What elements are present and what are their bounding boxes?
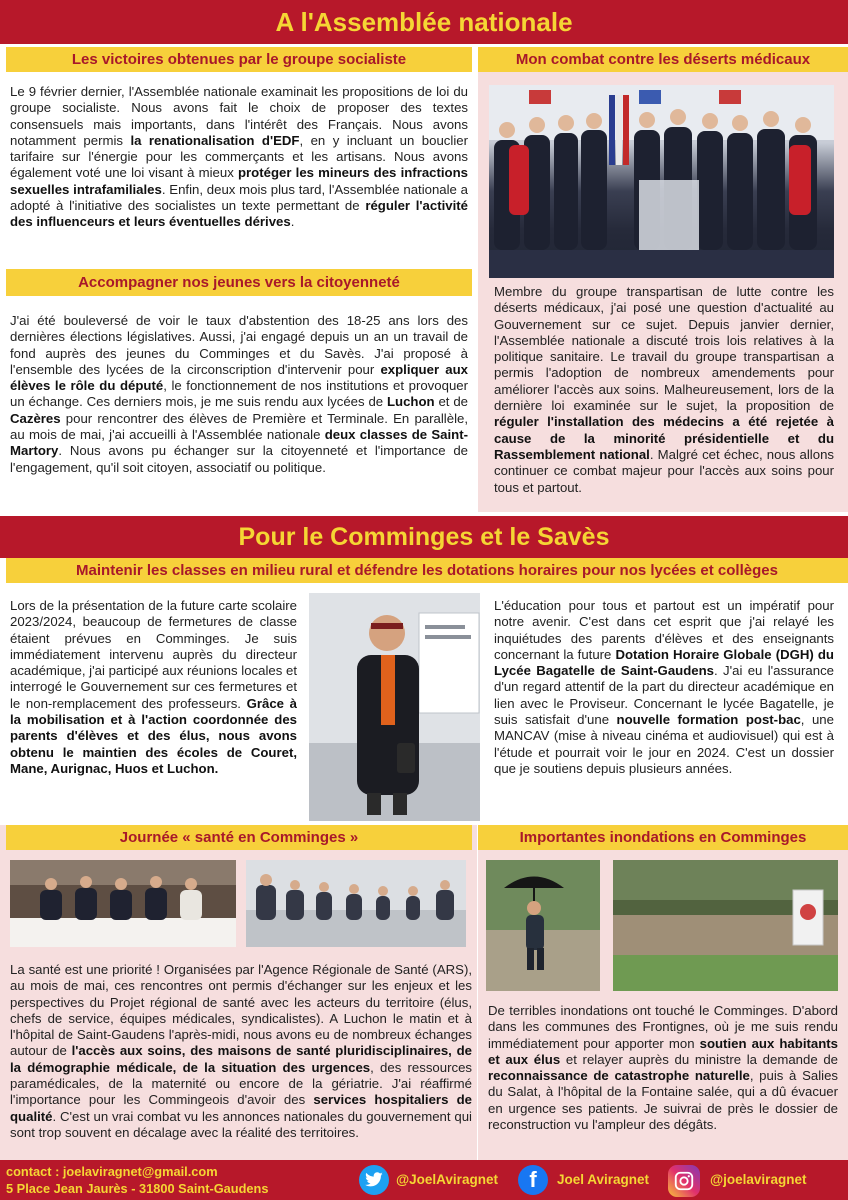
- instagram-icon[interactable]: [668, 1165, 700, 1197]
- sante-text: La santé est une priorité ! Organisées par l'Agence Régionale de Santé (ARS), au mois de mai, ces rencontres ont permis d'échanger sur les enjeux et les perspectives du Projet régional de santé avec les acteurs du territoire (élus, chefs de service, équipes médicales, syndicalistes). A Luchon le matin et à l'hôpital de Saint-Gaudens l'après-midi, nous avons eu de nombreux échanges autour de l'accès aux soins, des maisons de santé pluridisciplinaires, de la démographie médicale, de la situation des urgences, des ressources paramédicales, de la maternité ou encore de la gériatrie. J'ai réaffirmé l'importance pour les Commingeois d'avoir des services hospitaliers de qualité. C'est un vrai combat vu les annonces nationales du gouvernement qui sont trop souvent en décalage avec la réalité des territoires.: [10, 962, 472, 1140]
- inondations-title: Importantes inondations en Comminges: [519, 829, 807, 846]
- sante-meeting-illustration-1: [10, 860, 236, 947]
- classes-left-text: Lors de la présentation de la future carte scolaire 2023/2024, beaucoup de fermetures de classe étaient prévues en Comminges. Je suis immédiatement intervenu auprès du directeur académique, j'ai participé aux réunions locales et interrogé le Gouvernement sur ces fermetures et le non-remplacement des professeurs. Grâce à la mobilisation et à l'action coordonnée des parents d'élèves et des élus, nous avons obtenu le maintien des écoles de Couret, Mane, Aurignac, Huos et Luchon.: [10, 598, 297, 776]
- contact-address: 5 Place Jean Jaurès - 31800 Saint-Gaudens: [6, 1181, 269, 1196]
- deserts-text: Membre du groupe transpartisan de lutte contre les déserts médicaux, j'ai posé une question d'actualité au Gouvernement sur ce sujet. Depuis janvier dernier, l'Assemblée nationale a discuté trois lois relatives à la politique sanitaire. Le travail du groupe transpartisan a permis l'adoption de nombreux amendements pour améliorer l'accès aux soins. Malheureusement, lors de la dernière loi examinée sur le sujet, la proposition de réguler l'installation des médecins a été rejetée à cause de la minorité présidentielle et du Rassemblement national. Malgré cet échec, nous allons continuer ce combat majeur pour l'accès aux soins pour tous et partout.: [494, 284, 834, 495]
- victoires-title: Les victoires obtenues par le groupe socialiste: [71, 51, 407, 68]
- twitter-icon[interactable]: [359, 1165, 389, 1195]
- portrait-illustration: [309, 593, 480, 821]
- footer-contact: [6, 1163, 326, 1197]
- contact-email[interactable]: contact : joelaviragnet@gmail.com: [6, 1164, 218, 1179]
- section2-title: Pour le Comminges et le Savès: [238, 523, 610, 551]
- sante-title: Journée « santé en Comminges »: [119, 829, 359, 846]
- facebook-icon[interactable]: f: [518, 1165, 548, 1195]
- sante-meeting-illustration-2: [246, 860, 466, 947]
- inondations-title-bar: [478, 825, 848, 850]
- classes-title-bar: [6, 558, 848, 583]
- inondations-photo-flood: [613, 860, 838, 991]
- instagram-handle[interactable]: @joelaviragnet: [710, 1172, 807, 1187]
- inondations-photo-umbrella: [486, 860, 600, 991]
- flood-illustration-1: [486, 860, 600, 991]
- twitter-handle[interactable]: @JoelAviragnet: [396, 1172, 498, 1187]
- victoires-text: Le 9 février dernier, l'Assemblée nationale examinait les propositions de loi du groupe socialiste. Nous avons fait le choix de proposer des textes consensuels mais importants, dans l'intérêt des Français. Nous avons notamment permis la renationalisation d'EDF, en y incluant un bouclier tarifaire sur l'énergie pour les commerçants et les artisans. Nous avons également voté une loi visant à mieux protéger les mineurs des infractions sexuelles intrafamiliales. Enfin, deux mois plus tard, l'Assemblée nationale a adopté à l'initiative des socialistes un texte permettant de réguler l'activité des influenceurs et leurs éventuelles dérives.: [10, 84, 469, 230]
- sante-photo-luchon: [10, 860, 236, 947]
- group-photo-illustration: [489, 85, 834, 278]
- page-title: A l'Assemblée nationale: [275, 7, 573, 37]
- facebook-name[interactable]: Joel Aviragnet: [557, 1172, 650, 1187]
- sante-title-bar: [6, 825, 472, 850]
- jeunes-text: J'ai été bouleversé de voir le taux d'abstention des 18-25 ans lors des dernières élections législatives. Aussi, j'ai engagé depuis un an un travail de fond auprès des jeunes du Comminges et du Savès. J'ai proposé à l'ensemble des lycées de la circonscription d'intervenir pour expliquer aux élèves le rôle du député, le fonctionnement de nos institutions et provoquer un échange. Ces derniers mois, je me suis rendu aux lycées de Luchon et de Cazères pour rencontrer des élèves de Première et Terminale. En parallèle, au mois de mai, j'ai accueilli à l'Assemblée nationale deux classes de Saint-Martory. Nous avons pu échanger sur la citoyenneté et l'importance de l'engagement, qu'il soit citoyen, associatif ou politique.: [10, 313, 469, 475]
- classes-title: Maintenir les classes en milieu rural et défendre les dotations horaires pour nos lycées et collèges: [76, 562, 778, 579]
- deserts-group-photo: [489, 85, 834, 278]
- deserts-title: Mon combat contre les déserts médicaux: [515, 51, 811, 68]
- classes-right-text: L'éducation pour tous et partout est un impératif pour notre avenir. C'est dans cet esprit que j'ai relayé les inquiétudes des parents d'élèves et des enseignants concernant la future Dotation Horaire Globale (DGH) du Lycée Bagatelle de Saint-Gaudens. J'ai eu l'assurance d'un regard attentif de la part du directeur académique en lien avec le Proviseur. Concernant le lycée Bagatelle, je suis satisfait d'une nouvelle formation post-bac, une MANCAV (mise à niveau cinéma et audiovisuel) qui est à l'étude et pourrait voir le jour en 2024. C'est un dossier que je soutiens depuis plusieurs années.: [494, 598, 834, 776]
- classes-portrait-photo: [309, 593, 480, 821]
- jeunes-title-bar: [6, 269, 472, 296]
- deserts-title-bar: [478, 47, 848, 72]
- flood-illustration-2: [613, 860, 838, 991]
- page-title-banner: [0, 0, 848, 44]
- inondations-text: De terribles inondations ont touché le Comminges. D'abord dans les communes des Frontignes, où je me suis rendu immédiatement pour apporter mon soutien aux habitants et aux élus et relayer auprès du ministre la demande de reconnaissance de catastrophe naturelle, puis à Salies du Salat, à l'hôpital de la Fontaine salée, qui a dû évacuer en urgence ses patients. Je suivrai de près le dossier de reconstruction vu l'ampleur des dégâts.: [488, 1003, 838, 1133]
- section2-banner: [0, 516, 848, 558]
- sante-photo-hopital: [246, 860, 466, 947]
- victoires-title-bar: [6, 47, 472, 72]
- jeunes-title: Accompagner nos jeunes vers la citoyenneté: [78, 274, 400, 291]
